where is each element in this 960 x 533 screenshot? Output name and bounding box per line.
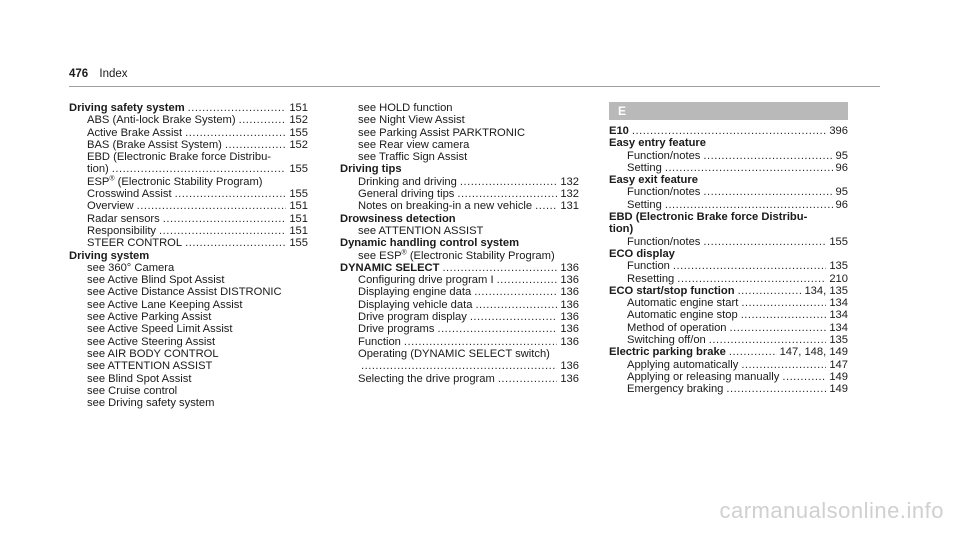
index-entry	[609, 346, 848, 358]
index-subentry	[609, 199, 848, 211]
index-entry	[340, 163, 579, 175]
entry-label	[358, 200, 532, 212]
page-reference[interactable]: 136	[560, 298, 579, 311]
page-reference[interactable]: 95	[835, 186, 848, 199]
entry-label-text: Overview	[87, 200, 134, 213]
entry-label	[358, 286, 471, 298]
entry-label-text: STEER CONTROL	[87, 237, 183, 250]
page-reference[interactable]: 151	[289, 224, 308, 237]
page-reference[interactable]: 147, 148, 149	[779, 346, 848, 359]
entry-label-text: Notes on breaking-in a new vehicle	[358, 200, 533, 213]
entry-label-text: Function/notes	[627, 235, 701, 248]
index-subentry	[69, 127, 308, 139]
entry-label	[87, 348, 219, 360]
entry-label	[609, 346, 726, 358]
dot-leader	[437, 323, 557, 335]
dot-leader	[137, 200, 287, 212]
entry-label-text: EBD (Electronic Brake force Distribu-	[609, 211, 808, 224]
dot-leader	[460, 176, 557, 188]
entry-label	[358, 127, 525, 139]
index-subentry	[69, 299, 308, 311]
dot-leader	[730, 322, 827, 334]
index-subentry	[609, 150, 848, 162]
entry-label	[87, 286, 282, 298]
entry-label-prefix: ESP	[87, 175, 110, 188]
entry-label	[87, 151, 271, 163]
entry-label-text: see Parking Assist PARKTRONIC	[358, 126, 526, 139]
entry-label-text: EBD (Electronic Brake force Distribu-	[87, 151, 272, 164]
entry-label	[87, 262, 174, 274]
entry-label	[87, 373, 191, 385]
entry-label	[87, 274, 224, 286]
entry-label-text: tion)	[87, 163, 109, 176]
index-letter-heading: E	[609, 102, 848, 120]
entry-label	[627, 383, 723, 395]
page-reference[interactable]: 136	[560, 360, 579, 373]
entry-label-text: see Rear view camera	[358, 138, 470, 151]
index-subentry	[69, 373, 308, 385]
index-subentry	[340, 225, 579, 237]
index-subentry	[69, 176, 308, 188]
entry-label	[87, 311, 211, 323]
index-subentry	[69, 336, 308, 348]
index-subentry	[69, 163, 308, 175]
entry-label	[340, 262, 439, 274]
dot-leader	[703, 150, 832, 162]
index-subentry	[69, 262, 308, 274]
index-subentry	[69, 348, 308, 360]
page-header	[69, 68, 128, 80]
entry-label-text: Active Brake Assist	[87, 126, 183, 139]
dot-leader	[726, 383, 826, 395]
dot-leader	[404, 336, 557, 348]
entry-label-text: see HOLD function	[358, 102, 453, 114]
entry-label	[627, 260, 670, 272]
index-subentry	[69, 397, 308, 409]
entry-label	[87, 237, 182, 249]
index-subentry	[340, 139, 579, 151]
entry-label	[627, 359, 738, 371]
entry-label	[358, 188, 454, 200]
page-reference[interactable]: 135	[829, 334, 848, 347]
page-reference[interactable]: 155	[289, 188, 308, 201]
entry-label-text: DYNAMIC SELECT	[340, 261, 440, 274]
entry-label-text: see ATTENTION ASSIST	[87, 360, 213, 373]
entry-label	[358, 299, 472, 311]
entry-label	[358, 176, 457, 188]
page-reference[interactable]: 396	[829, 125, 848, 137]
entry-label-text: Switching off/on	[627, 334, 706, 347]
page-reference[interactable]: 131	[560, 200, 579, 213]
page-reference[interactable]: 134	[829, 309, 848, 322]
entry-label-text: ABS (Anti-lock Brake System)	[87, 114, 236, 127]
dot-leader	[738, 285, 802, 297]
entry-label	[87, 200, 134, 212]
entry-label-text: Displaying engine data	[358, 286, 472, 299]
entry-label-text: Function/notes	[627, 186, 701, 199]
page-number: 476	[69, 68, 89, 80]
entry-label-text: tion)	[609, 223, 634, 236]
index-subentry	[340, 114, 579, 126]
dot-leader	[703, 236, 826, 248]
entry-label	[627, 371, 779, 383]
index-subentry	[340, 127, 579, 139]
index-entry	[340, 213, 579, 225]
page-reference[interactable]: 149	[829, 370, 848, 383]
index-subentry	[340, 286, 579, 298]
index-subentry	[340, 323, 579, 335]
index-entry	[609, 137, 848, 149]
entry-label	[87, 360, 212, 372]
entry-label	[87, 188, 172, 200]
index-entry	[340, 237, 579, 249]
entry-label-text: see Active Parking Assist	[87, 311, 212, 324]
entry-label-text: Dynamic handling control system	[340, 237, 520, 250]
entry-label	[358, 102, 453, 114]
entry-label	[627, 199, 662, 211]
dot-leader	[239, 114, 287, 126]
entry-label-text: Drive program display	[358, 311, 467, 324]
dot-leader	[185, 127, 286, 139]
page-reference[interactable]: 96	[835, 198, 848, 211]
entry-label	[69, 250, 149, 262]
index-subentry	[69, 114, 308, 126]
index-subentry	[609, 322, 848, 334]
entry-label-text: Easy exit feature	[609, 174, 698, 187]
page-reference[interactable]: 134	[829, 321, 848, 334]
entry-label-text: ECO start/stop function	[609, 284, 735, 297]
entry-label	[87, 213, 160, 225]
index-subentry	[340, 176, 579, 188]
index-entry	[69, 102, 308, 114]
entry-label	[627, 297, 738, 309]
entry-label	[340, 163, 402, 175]
dot-leader	[225, 139, 286, 151]
index-subentry	[609, 297, 848, 309]
entry-label-text: Automatic engine start	[627, 297, 739, 310]
entry-label-text: see Active Blind Spot Assist	[87, 274, 225, 287]
entry-label-text: (Electronic Stability Program)	[406, 249, 555, 262]
dot-leader	[741, 309, 827, 321]
index-subentry	[340, 250, 579, 262]
index-subentry	[69, 139, 308, 151]
page-reference[interactable]: 151	[289, 102, 308, 114]
entry-label-text: see Active Lane Keeping Assist	[87, 298, 243, 311]
dot-leader	[665, 199, 833, 211]
entry-label	[87, 114, 236, 126]
index-subentry	[69, 237, 308, 249]
page-reference[interactable]: 136	[560, 274, 579, 287]
page-reference[interactable]: 136	[560, 261, 579, 274]
index-subentry	[340, 200, 579, 212]
entry-label	[358, 139, 469, 151]
index-subentry	[340, 274, 579, 286]
entry-label-text: see Cruise control	[87, 384, 178, 397]
index-subentry	[340, 102, 579, 114]
entry-label-text: BAS (Brake Assist System)	[87, 138, 222, 151]
entry-label-text: see Active Steering Assist	[87, 335, 216, 348]
entry-label-prefix: see ESP	[358, 249, 402, 262]
page-reference[interactable]: 132	[560, 175, 579, 188]
entry-label	[358, 114, 465, 126]
dot-leader	[782, 371, 826, 383]
entry-label	[358, 373, 495, 385]
entry-label-text: Driving system	[69, 249, 150, 262]
entry-label	[358, 311, 467, 323]
entry-label	[340, 213, 456, 225]
index-subentry	[609, 273, 848, 285]
entry-label-text: Configuring drive program I	[358, 274, 494, 287]
index-subentry	[340, 373, 579, 385]
index-subentry	[69, 225, 308, 237]
dot-leader	[741, 297, 826, 309]
entry-label	[609, 285, 735, 297]
dot-leader	[709, 334, 827, 346]
entry-label-text: see ATTENTION ASSIST	[358, 224, 484, 237]
page-reference[interactable]: 134, 135	[804, 284, 848, 297]
index-subentry	[609, 359, 848, 371]
entry-label-text: Function	[358, 335, 401, 348]
entry-label	[87, 139, 222, 151]
index-subentry	[609, 334, 848, 346]
dot-leader	[474, 286, 557, 298]
entry-label-text: see Driving safety system	[87, 397, 215, 410]
entry-label-text: Drowsiness detection	[340, 212, 456, 225]
index-entry	[609, 248, 848, 260]
page-reference[interactable]: 155	[289, 237, 308, 250]
entry-label	[609, 211, 807, 223]
index-subentry	[609, 236, 848, 248]
index-subentry	[609, 309, 848, 321]
entry-label-text: E10	[609, 125, 629, 137]
entry-label	[627, 150, 700, 162]
page-reference[interactable]: 155	[289, 163, 308, 176]
entry-label-text: Drinking and driving	[358, 175, 457, 188]
page-reference[interactable]: 136	[560, 286, 579, 299]
entry-label-text: Method of operation	[627, 321, 727, 334]
entry-label	[627, 162, 662, 174]
dot-leader	[475, 299, 557, 311]
entry-label-text: Function	[627, 260, 670, 273]
entry-label	[609, 125, 629, 137]
entry-label	[358, 274, 494, 286]
entry-label-text: see Night View Assist	[358, 114, 465, 127]
dot-leader	[673, 260, 826, 272]
header-divider	[69, 86, 880, 87]
page-reference[interactable]: 151	[289, 212, 308, 225]
page-reference[interactable]: 136	[560, 335, 579, 348]
index-subentry	[340, 188, 579, 200]
entry-label	[627, 322, 727, 334]
entry-label-text: Responsibility	[87, 224, 157, 237]
index-subentry	[69, 286, 308, 298]
entry-label-text: Automatic engine stop	[627, 309, 738, 322]
entry-label	[340, 237, 519, 249]
page-reference[interactable]: 149	[829, 383, 848, 396]
entry-label-text: Applying automatically	[627, 358, 739, 371]
entry-label	[358, 348, 550, 360]
entry-label-text: General driving tips	[358, 188, 455, 201]
index-subentry	[340, 336, 579, 348]
entry-label	[87, 225, 156, 237]
entry-label	[87, 336, 215, 348]
entry-label	[609, 248, 675, 260]
dot-leader	[112, 163, 287, 175]
dot-leader	[175, 188, 287, 200]
entry-label-text: Setting	[627, 161, 662, 174]
entry-label-text: see Traffic Sign Assist	[358, 151, 468, 164]
index-column-1	[69, 102, 308, 409]
entry-label-text: Function/notes	[627, 149, 701, 162]
page-reference[interactable]: 132	[560, 188, 579, 201]
entry-label-text: Resetting	[627, 272, 675, 285]
index-subentry	[340, 311, 579, 323]
entry-label-text: see AIR BODY CONTROL	[87, 347, 219, 360]
dot-leader	[703, 186, 832, 198]
entry-label	[627, 273, 674, 285]
watermark: carmanualsonline.info	[719, 498, 944, 523]
entry-label-text: Electric parking brake	[609, 346, 726, 359]
entry-label	[69, 102, 185, 114]
page-reference[interactable]: 152	[289, 138, 308, 151]
entry-label	[358, 336, 401, 348]
dot-leader	[498, 373, 558, 385]
entry-label	[87, 323, 233, 335]
section-title: Index	[99, 68, 128, 80]
entry-label	[358, 225, 483, 237]
page-reference[interactable]: 96	[835, 161, 848, 174]
entry-label	[627, 186, 700, 198]
dot-leader	[665, 162, 833, 174]
index-entry	[609, 125, 848, 137]
index-entry	[609, 211, 848, 223]
dot-leader	[361, 360, 557, 372]
entry-label	[609, 137, 706, 149]
index-subentry	[609, 186, 848, 198]
dot-leader	[632, 125, 826, 137]
dot-leader	[457, 188, 557, 200]
dot-leader	[470, 311, 558, 323]
registered-mark: ®	[109, 175, 115, 183]
entry-label	[87, 176, 263, 188]
index-subentry	[340, 360, 579, 372]
entry-label-text: Selecting the drive program	[358, 372, 495, 385]
dot-leader	[677, 273, 826, 285]
page-reference[interactable]: 136	[560, 372, 579, 385]
dot-leader	[497, 274, 558, 286]
page-reference[interactable]: 147	[829, 358, 848, 371]
page-reference[interactable]: 155	[289, 126, 308, 139]
page-reference[interactable]: 210	[829, 272, 848, 285]
entry-label	[87, 299, 242, 311]
index-subentry	[340, 348, 579, 360]
index-subentry	[69, 385, 308, 397]
index-subentry	[69, 151, 308, 163]
entry-label-text: see 360° Camera	[87, 261, 175, 274]
index-entry	[340, 262, 579, 274]
dot-leader	[535, 200, 557, 212]
dot-leader	[741, 359, 826, 371]
entry-label-text: (Electronic Stability Program)	[114, 175, 263, 188]
index-subentry	[69, 213, 308, 225]
entry-label	[87, 385, 177, 397]
entry-label-text: see Blind Spot Assist	[87, 372, 192, 385]
entry-label-text: Displaying vehicle data	[358, 298, 473, 311]
page-reference[interactable]: 136	[560, 311, 579, 324]
entry-label-text: Applying or releasing manually	[627, 370, 780, 383]
entry-label	[87, 127, 182, 139]
index-entry	[609, 174, 848, 186]
entry-label	[609, 223, 633, 235]
entry-label-text: Setting	[627, 198, 662, 211]
entry-label	[627, 334, 706, 346]
dot-leader	[188, 102, 287, 114]
registered-mark: ®	[401, 248, 407, 256]
dot-leader	[163, 213, 287, 225]
entry-label	[87, 397, 214, 409]
dot-leader	[442, 262, 557, 274]
entry-label	[87, 163, 109, 175]
index-subentry	[69, 360, 308, 372]
entry-label-text: Crosswind Assist	[87, 188, 172, 201]
page-reference[interactable]: 155	[829, 235, 848, 248]
entry-label-text: Radar sensors	[87, 212, 160, 225]
index-subentry	[69, 274, 308, 286]
index-entry	[69, 250, 308, 262]
page-reference[interactable]: 134	[829, 297, 848, 310]
entry-label-text: Operating (DYNAMIC SELECT switch)	[358, 347, 550, 360]
page-reference[interactable]: 95	[835, 149, 848, 162]
page-reference[interactable]: 151	[289, 200, 308, 213]
index-entry	[609, 223, 848, 235]
entry-label	[358, 250, 555, 262]
page-reference[interactable]: 135	[829, 260, 848, 273]
entry-label	[609, 174, 698, 186]
index-subentry	[609, 383, 848, 395]
entry-label	[358, 151, 467, 163]
entry-label-text: Driving safety system	[69, 102, 185, 114]
dot-leader	[729, 346, 777, 358]
index-entry	[609, 285, 848, 297]
entry-label	[627, 309, 738, 321]
entry-label-text: Drive programs	[358, 323, 435, 336]
entry-label-text: ECO display	[609, 247, 675, 260]
entry-label-text: Emergency braking	[627, 383, 724, 396]
index-subentry	[69, 311, 308, 323]
entry-label-text: see Active Distance Assist DISTRONIC	[87, 286, 282, 299]
page-reference[interactable]: 152	[289, 114, 308, 127]
entry-label-text: see Active Speed Limit Assist	[87, 323, 233, 336]
dot-leader	[159, 225, 286, 237]
index-subentry	[609, 162, 848, 174]
page-reference[interactable]: 136	[560, 323, 579, 336]
index-subentry	[609, 371, 848, 383]
entry-label	[627, 236, 700, 248]
index-column-2	[340, 102, 579, 385]
index-subentry	[69, 188, 308, 200]
index-subentry	[69, 200, 308, 212]
entry-label-text: Driving tips	[340, 163, 402, 176]
index-subentry	[609, 260, 848, 272]
index-subentry	[340, 299, 579, 311]
index-column-3	[609, 102, 848, 396]
entry-label-text: Easy entry feature	[609, 137, 707, 150]
index-subentry	[69, 323, 308, 335]
entry-label	[358, 323, 434, 335]
index-subentry	[340, 151, 579, 163]
dot-leader	[185, 237, 286, 249]
